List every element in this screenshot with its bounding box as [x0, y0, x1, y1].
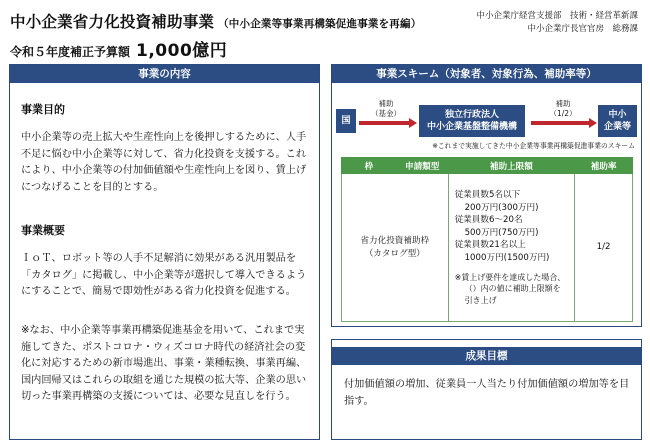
budget-line [10, 36, 227, 61]
title-subtitle: （中小企業等事業再構築促進事業を再編） [218, 18, 422, 30]
header-type: 申請類型 [396, 158, 448, 174]
limit-employees-2: 従業員数6～20名 [454, 215, 523, 226]
header-rate: 補助率 [575, 158, 633, 174]
limit-employees-3: 従業員数21名以上 [454, 240, 526, 251]
arrow-2-label: 補助 （1/2） [549, 99, 577, 118]
overview-text: ＩｏＴ、ロボット等の人手不足解消に効果がある汎用製品を「カタログ」に掲載し、中小企業等が選択して導入できるようにすることで、簡易で即効性がある省力化投資を促進する。 [21, 253, 307, 297]
limit-cell [448, 174, 575, 322]
scheme-panel [331, 64, 642, 327]
scheme-panel-heading: 事業スキーム（対象者、対象行為、補助率等） [332, 65, 641, 83]
agency-box: 独立行政法人 中小企業基盤整備機構 [419, 105, 525, 137]
department-line-2: 中小企業庁長官官房 総務課 [527, 24, 638, 34]
note-text: ※なお、中小企業等事業再構築促進基金を用いて、これまで実施してきた、ポストコロナ・ウィズコロナ時代の経済社会の変化に対応するための新市場進出、事業・業種転換、事業再編、国内回帰又はこれらの取組を通じた規模の拡大等、企業の思い切った事業再構築の支援については、必要な見直しを行う。 [21, 325, 307, 402]
arrow-1 [359, 118, 417, 128]
country-box: 国 [336, 109, 356, 133]
limit-employees-1: 従業員数5名以下 [454, 189, 521, 200]
department-line-1: 中小企業庁経営支援部 技術・経営革新課 [476, 11, 638, 21]
subsidy-table [341, 157, 633, 322]
purpose-text: 中小企業等の売上拡大や生産性向上を後押しするために、人手不足に悩む中小企業等に対して、省力化投資を支援する。これにより、中小企業等の付加価値額や生産性向上を図り、賃上げにつなげることを目的とする。 [21, 132, 307, 193]
result-panel [331, 339, 642, 440]
arrow-2 [531, 118, 597, 128]
scheme-note: ※これまで実施してきた中小企業等事業再構築促進事業のスキーム [432, 142, 635, 150]
limit-amount-2: 500万円(750万円) [464, 227, 539, 238]
overview-title: 事業概要 [21, 224, 65, 237]
header-limit: 補助上限額 [448, 158, 575, 174]
purpose-title: 事業目的 [21, 103, 65, 116]
result-panel-heading: 成果目標 [332, 347, 641, 365]
limit-amount-3: 1000万円(1500万円) [464, 252, 550, 263]
title-main: 中小企業省力化投資補助事業 [10, 13, 215, 31]
rate-cell: 1/2 [575, 174, 633, 322]
sme-box: 中小 企業等 [598, 105, 637, 137]
content-panel [9, 64, 320, 440]
result-text: 付加価値額の増加、従業員一人当たり付加価値額の増加等を目指す。 [344, 379, 630, 407]
header-frame: 枠 [342, 158, 397, 174]
page-title [10, 10, 421, 32]
arrow-1-label: 補助 （基金） [371, 99, 401, 118]
budget-amount: 1,000億円 [136, 41, 228, 61]
limit-amount-1: 200万円(300万円) [464, 202, 539, 213]
limit-note: ※賃上げ要件を達成した場合、 （）内の値に補助上限額を 引き上げ [454, 272, 566, 305]
budget-label: 令和５年度補正予算額 [10, 45, 131, 59]
frame-cell: 省力化投資補助枠 （カタログ型） [342, 174, 449, 322]
content-panel-heading: 事業の内容 [10, 65, 319, 83]
